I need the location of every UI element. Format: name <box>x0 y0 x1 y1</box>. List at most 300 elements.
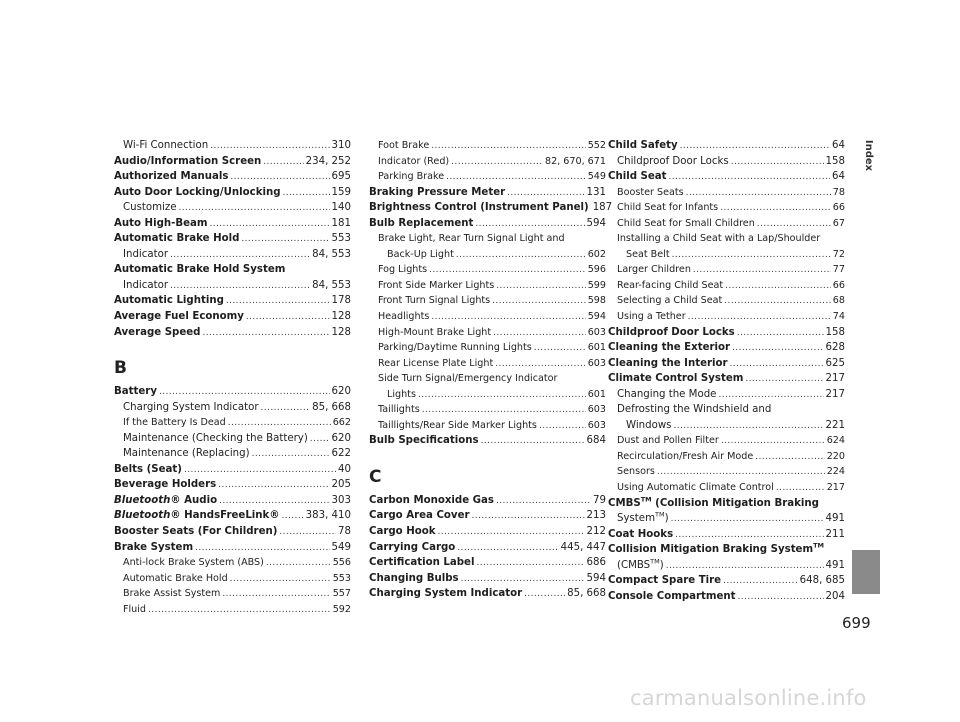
index-entry-pages[interactable]: 212 <box>586 526 606 538</box>
index-entry[interactable] <box>369 524 606 540</box>
index-entry[interactable] <box>608 231 845 247</box>
dot-leader <box>507 186 584 202</box>
index-entry[interactable] <box>369 402 606 418</box>
index-entry-title: Using a Tether <box>617 311 686 323</box>
index-entry-title: Fluid <box>123 603 147 615</box>
index-entry-pages[interactable]: 205 <box>331 479 351 491</box>
dot-leader <box>673 419 823 435</box>
index-entry-title: Seat Belt <box>626 248 670 260</box>
index-entry-title: System™) <box>617 510 669 525</box>
dot-leader <box>431 139 585 155</box>
index-entry-pages[interactable]: 594 <box>587 311 606 323</box>
index-entry[interactable] <box>369 540 606 556</box>
index-entry-title: Foot Brake <box>378 140 430 151</box>
dot-leader <box>738 590 824 606</box>
index-entry[interactable] <box>608 278 845 294</box>
index-entry-title: Child Seat for Small Children <box>617 217 755 229</box>
index-entry-pages[interactable]: 628 <box>825 342 845 354</box>
index-letter-heading: C <box>369 466 382 487</box>
index-entry[interactable] <box>608 480 845 496</box>
index-entry-pages[interactable]: 553 <box>332 572 351 584</box>
index-entry[interactable] <box>608 309 845 325</box>
dot-leader <box>283 186 330 202</box>
index-entry[interactable] <box>114 138 351 154</box>
dot-leader <box>737 326 824 342</box>
index-entry-title: Average Speed <box>114 326 201 338</box>
index-entry-pages[interactable]: 594 <box>586 572 606 584</box>
dot-leader <box>457 541 558 557</box>
index-entry[interactable] <box>369 154 606 170</box>
index-entry-pages[interactable]: 602 <box>587 248 606 260</box>
index-entry-title: Brake Assist System <box>123 588 221 600</box>
index-entry-pages[interactable]: 592 <box>332 603 351 615</box>
index-entry-title: Childproof Door Locks <box>608 326 735 338</box>
index-entry-pages[interactable]: 603 <box>587 419 606 431</box>
index-entry[interactable] <box>369 356 606 372</box>
index-entry-title: (CMBS™) <box>617 557 664 571</box>
index-entry-pages[interactable]: 140 <box>331 202 351 214</box>
index-entry-title: Front Side Marker Lights <box>378 279 495 291</box>
index-entry-pages[interactable]: 66 <box>832 279 845 291</box>
index-entry-title: Child Seat <box>608 171 667 183</box>
index-entry-title: Audio/Information Screen <box>114 155 262 167</box>
index-entry[interactable] <box>369 247 606 263</box>
dot-leader <box>170 279 310 295</box>
index-entry-title: Cargo Hook <box>369 526 436 538</box>
index-entry[interactable] <box>608 402 845 418</box>
index-entry[interactable] <box>608 185 845 201</box>
index-entry-pages[interactable]: 77 <box>832 264 845 276</box>
index-entry[interactable] <box>114 278 351 294</box>
index-entry-pages[interactable]: 552 <box>587 140 606 151</box>
index-entry[interactable] <box>608 169 845 185</box>
index-side-tab <box>854 80 884 230</box>
index-entry-pages[interactable]: 40 <box>338 463 351 475</box>
index-entry-title: Auto Door Locking/Unlocking <box>114 186 281 198</box>
index-entry-title: Beverage Holders <box>114 479 217 491</box>
index-entry[interactable] <box>608 496 845 512</box>
dot-leader <box>252 447 330 463</box>
index-entry[interactable] <box>369 200 613 216</box>
dot-leader <box>446 170 586 186</box>
dot-leader <box>680 139 830 155</box>
index-entry[interactable] <box>608 418 845 434</box>
index-entry[interactable] <box>114 431 351 447</box>
index-entry-pages[interactable]: 603 <box>587 404 606 416</box>
index-entry[interactable] <box>369 493 606 509</box>
dot-leader <box>438 525 585 541</box>
index-entry-title: Charging System Indicator <box>369 588 523 600</box>
index-entry-pages[interactable]: 557 <box>332 588 351 600</box>
index-entry-pages[interactable]: 598 <box>587 295 606 307</box>
index-entry[interactable] <box>608 262 845 278</box>
index-entry[interactable] <box>369 278 606 294</box>
index-entry-pages[interactable]: 79 <box>593 494 606 506</box>
index-entry[interactable] <box>114 540 351 556</box>
index-entry[interactable] <box>369 309 606 325</box>
index-entry-pages[interactable]: 220 <box>826 450 845 462</box>
index-entry[interactable] <box>114 415 351 431</box>
index-thumb-marker <box>852 550 880 594</box>
index-entry-pages[interactable]: 620 <box>331 386 351 398</box>
index-entry-pages[interactable]: 549 <box>331 541 351 553</box>
index-entry-title: Automatic Brake Hold System <box>114 264 286 276</box>
index-entry-title: Defrosting the Windshield and <box>617 404 772 416</box>
index-entry-title: Brake Light, Rear Turn Signal Light and <box>378 233 565 245</box>
index-entry[interactable] <box>369 262 606 278</box>
index-entry-pages[interactable]: 310 <box>331 140 351 151</box>
index-entry-title: Bluetooth® HandsFreeLink® <box>114 510 280 522</box>
index-entry[interactable] <box>114 493 351 509</box>
index-entry[interactable] <box>369 325 606 341</box>
index-entry-title: Back-Up Light <box>387 248 454 260</box>
index-entry[interactable] <box>114 586 351 602</box>
dot-leader <box>246 310 330 326</box>
index-entry-title: Brightness Control (Instrument Panel) <box>369 202 589 214</box>
index-entry[interactable] <box>369 185 606 201</box>
index-entry-title: Console Compartment <box>608 590 736 602</box>
dot-leader <box>210 139 329 155</box>
index-entry[interactable] <box>608 542 845 558</box>
index-entry[interactable] <box>114 446 351 462</box>
index-entry-title: Changing Bulbs <box>369 572 459 584</box>
index-entry-title: Recirculation/Fresh Air Mode <box>617 450 754 462</box>
index-entry-pages[interactable]: 553 <box>331 233 351 245</box>
index-entry-title: Authorized Manuals <box>114 171 229 183</box>
index-entry-title: Belts (Seat) <box>114 463 182 475</box>
index-entry[interactable] <box>608 138 845 154</box>
index-entry-title: Indicator <box>123 248 169 260</box>
dot-leader <box>210 217 330 233</box>
index-entry-pages[interactable]: 221 <box>825 419 845 431</box>
index-entry-title: Taillights/Rear Side Marker Lights <box>378 419 537 431</box>
index-entry-pages[interactable]: 68 <box>832 295 845 307</box>
index-entry-pages[interactable]: 211 <box>825 528 845 540</box>
index-entry-title: Side Turn Signal/Emergency Indicator <box>378 373 558 385</box>
index-entry-pages[interactable]: 662 <box>332 417 351 429</box>
index-entry-pages[interactable]: 67 <box>832 217 845 229</box>
index-entry[interactable] <box>114 524 351 540</box>
index-entry-title: Charging System Indicator <box>123 401 259 413</box>
index-entry-title: Automatic Lighting <box>114 295 224 307</box>
index-entry-title: Lights <box>387 388 416 400</box>
index-entry-title: Headlights <box>378 311 430 323</box>
dot-leader <box>755 450 824 466</box>
dot-leader <box>241 232 329 248</box>
index-entry-pages[interactable]: 204 <box>825 590 845 602</box>
index-entry[interactable] <box>608 464 845 480</box>
dot-leader <box>451 155 543 171</box>
index-entry-pages[interactable]: 234, 252 <box>305 155 351 167</box>
index-entry-pages[interactable]: 84, 553 <box>312 279 351 291</box>
index-entry[interactable] <box>114 462 351 478</box>
index-entry-pages[interactable]: 491 <box>825 559 845 571</box>
index-entry-pages[interactable]: 131 <box>586 186 606 198</box>
index-entry-pages[interactable]: 556 <box>332 557 351 569</box>
dot-leader <box>724 294 830 310</box>
index-entry-pages[interactable]: 78 <box>338 526 351 538</box>
index-entry[interactable] <box>114 293 351 309</box>
index-entry-pages[interactable]: 603 <box>587 326 606 338</box>
index-entry[interactable] <box>369 371 606 387</box>
index-entry[interactable] <box>369 418 606 434</box>
index-entry[interactable] <box>608 154 845 170</box>
index-letter-heading: B <box>114 358 127 379</box>
index-entry[interactable] <box>608 371 845 387</box>
index-entry[interactable] <box>608 449 845 465</box>
dot-leader <box>720 201 831 217</box>
index-entry[interactable] <box>369 169 606 185</box>
index-entry-pages[interactable]: 217 <box>826 482 845 494</box>
index-entry-pages[interactable]: 622 <box>331 448 351 460</box>
index-entry[interactable] <box>114 309 351 325</box>
dot-leader <box>148 603 331 619</box>
index-entry-title: If the Battery Is Dead <box>123 417 226 429</box>
index-entry-title: Anti-lock Brake System (ABS) <box>123 557 264 569</box>
index-entry-pages[interactable]: 620 <box>331 432 351 444</box>
dot-leader <box>429 263 586 279</box>
index-entry-pages[interactable]: 187 <box>592 202 613 214</box>
index-entry-pages[interactable]: 158 <box>825 326 845 338</box>
index-entry-pages[interactable]: 625 <box>825 357 845 369</box>
dot-leader <box>686 186 831 202</box>
index-entry-pages[interactable]: 491 <box>825 513 845 525</box>
index-entry[interactable] <box>114 216 351 232</box>
dot-leader <box>524 587 565 603</box>
index-entry-pages[interactable]: 217 <box>825 388 845 400</box>
index-entry-pages[interactable]: 158 <box>825 155 845 167</box>
dot-leader <box>725 279 831 295</box>
index-entry[interactable] <box>114 200 351 216</box>
dot-leader <box>472 509 585 525</box>
index-entry-title: Indicator <box>123 279 169 291</box>
index-entry-title: Fog Lights <box>378 264 428 276</box>
index-entry-pages[interactable]: 601 <box>587 388 606 400</box>
dot-leader <box>672 248 831 264</box>
index-entry[interactable] <box>114 169 351 185</box>
index-entry[interactable] <box>369 216 606 232</box>
dot-leader <box>282 509 304 525</box>
dot-leader <box>219 494 329 510</box>
index-entry-pages[interactable]: 624 <box>826 435 845 447</box>
index-entry-title: Dust and Pollen Filter <box>617 435 719 447</box>
index-entry-pages[interactable]: 648, 685 <box>799 575 845 587</box>
index-entry[interactable] <box>608 325 845 341</box>
index-entry[interactable] <box>608 293 845 309</box>
index-entry-pages[interactable]: 181 <box>331 217 351 229</box>
index-column-3 <box>608 138 845 604</box>
index-entry-title: Maintenance (Checking the Battery) <box>123 432 308 444</box>
dot-leader <box>226 294 330 310</box>
index-entry[interactable] <box>114 154 351 170</box>
index-entry-title: Indicator (Red) <box>378 155 450 167</box>
index-entry-pages[interactable]: 178 <box>331 295 351 307</box>
index-entry-pages[interactable]: 85, 668 <box>567 588 606 600</box>
dot-leader <box>732 341 824 357</box>
index-entry[interactable] <box>608 589 845 605</box>
dot-leader <box>230 170 329 186</box>
index-entry-title: Certification Label <box>369 557 475 569</box>
index-entry-title: Cleaning the Interior <box>608 357 728 369</box>
dot-leader <box>481 434 585 450</box>
dot-leader <box>534 341 586 357</box>
index-entry[interactable] <box>369 571 606 587</box>
index-entry-title: Bulb Specifications <box>369 435 479 447</box>
index-entry-title: Average Fuel Economy <box>114 311 244 323</box>
index-entry-pages[interactable]: 603 <box>587 357 606 369</box>
dot-leader <box>266 556 331 572</box>
index-entry-title: Wi-Fi Connection <box>123 140 209 151</box>
index-entry[interactable] <box>114 602 351 618</box>
index-entry[interactable] <box>608 511 845 527</box>
index-entry-pages[interactable]: 159 <box>331 186 351 198</box>
dot-leader <box>418 388 586 404</box>
index-entry-pages[interactable]: 72 <box>832 248 845 260</box>
index-entry[interactable] <box>114 185 351 201</box>
index-entry[interactable] <box>369 293 606 309</box>
index-entry[interactable] <box>114 508 351 524</box>
index-entry-title: Parking Brake <box>378 171 445 183</box>
index-entry-title: Child Seat for Infants <box>617 202 719 214</box>
index-entry-pages[interactable]: 82, 670, 671 <box>544 155 606 167</box>
index-entry-pages[interactable]: 445, 447 <box>560 541 606 553</box>
index-entry-pages[interactable]: 84, 553 <box>312 248 351 260</box>
index-entry[interactable] <box>369 433 606 449</box>
dot-leader <box>718 388 823 404</box>
index-entry-title: Bulb Replacement <box>369 217 474 229</box>
index-entry[interactable] <box>114 571 351 587</box>
index-entry[interactable] <box>114 400 351 416</box>
index-entry-title: Compact Spare Tire <box>608 575 722 587</box>
index-entry-title: Automatic Brake Hold <box>114 233 240 245</box>
dot-leader <box>159 385 330 401</box>
index-entry-title: Parking/Daytime Running Lights <box>378 342 532 354</box>
index-entry-pages[interactable]: 74 <box>832 311 845 323</box>
watermark: carmanualsonline.info <box>630 686 867 710</box>
dot-leader <box>228 416 331 432</box>
index-entry-title: Auto High-Beam <box>114 217 208 229</box>
index-entry-pages[interactable]: 78 <box>832 186 845 198</box>
index-entry-title: Front Turn Signal Lights <box>378 295 491 307</box>
dot-leader <box>431 310 585 326</box>
index-entry[interactable] <box>608 200 845 216</box>
dot-leader <box>721 434 825 450</box>
index-entry-title: Windows <box>626 419 672 431</box>
index-entry-pages[interactable]: 599 <box>587 279 606 291</box>
index-entry-pages[interactable]: 64 <box>832 140 845 151</box>
dot-leader <box>422 403 586 419</box>
index-entry[interactable] <box>608 558 845 574</box>
index-entry-title: Changing the Mode <box>617 388 717 400</box>
index-entry-pages[interactable]: 85, 668 <box>312 401 351 413</box>
index-entry[interactable] <box>114 262 351 278</box>
index-entry[interactable] <box>369 555 606 571</box>
index-entry-title: Cleaning the Exterior <box>608 342 731 354</box>
index-entry-title: High-Mount Brake Light <box>378 326 492 338</box>
index-entry-title: Using Automatic Climate Control <box>617 482 774 494</box>
index-entry-title: Battery <box>114 386 157 398</box>
index-entry-pages[interactable]: 684 <box>586 435 606 447</box>
dot-leader <box>723 574 798 590</box>
index-entry[interactable] <box>369 508 606 524</box>
index-entry[interactable] <box>114 247 351 263</box>
index-entry[interactable] <box>608 340 845 356</box>
index-entry-pages[interactable]: 128 <box>331 326 351 338</box>
index-entry-title: Rear License Plate Light <box>378 357 494 369</box>
index-entry[interactable] <box>114 325 351 341</box>
dot-leader <box>496 279 585 295</box>
index-entry-title: Booster Seats <box>617 186 684 198</box>
index-entry-title: Collision Mitigation Braking System™ <box>608 541 824 556</box>
dot-leader <box>170 248 310 264</box>
dot-leader <box>496 494 591 510</box>
index-entry[interactable] <box>608 356 845 372</box>
index-entry[interactable] <box>114 231 351 247</box>
index-entry[interactable] <box>608 527 845 543</box>
index-entry-pages[interactable]: 686 <box>586 557 606 569</box>
index-entry-pages[interactable]: 66 <box>832 202 845 214</box>
index-entry[interactable] <box>608 216 845 232</box>
index-entry[interactable] <box>369 231 606 247</box>
index-entry-pages[interactable]: 594 <box>586 217 606 229</box>
index-entry-title: CMBS™ (Collision Mitigation Braking <box>608 495 819 509</box>
index-entry-pages[interactable]: 601 <box>587 342 606 354</box>
index-entry[interactable] <box>114 555 351 571</box>
index-entry-pages[interactable]: 224 <box>826 466 845 478</box>
index-entry-pages[interactable]: 217 <box>825 373 845 385</box>
index-entry-title: Selecting a Child Seat <box>617 295 723 307</box>
dot-leader <box>730 357 824 373</box>
index-entry[interactable] <box>114 477 351 493</box>
dot-leader <box>195 541 329 557</box>
index-entry-pages[interactable]: 695 <box>331 171 351 183</box>
index-entry-pages[interactable]: 303 <box>331 494 351 506</box>
index-entry-title: Installing a Child Seat with a Lap/Shoulder <box>617 233 821 245</box>
index-entry[interactable] <box>369 586 606 602</box>
index-entry-pages[interactable]: 64 <box>832 171 845 183</box>
index-entry[interactable] <box>114 384 351 400</box>
index-entry[interactable] <box>369 387 606 403</box>
index-entry-pages[interactable]: 549 <box>587 171 606 183</box>
index-entry-pages[interactable]: 383, 410 <box>305 510 351 522</box>
dot-leader <box>456 248 586 264</box>
dot-leader <box>230 572 331 588</box>
index-entry[interactable] <box>608 433 845 449</box>
dot-leader <box>310 432 330 448</box>
index-entry[interactable] <box>608 247 845 263</box>
index-entry-title: Rear-facing Child Seat <box>617 279 724 291</box>
index-entry-title: Carbon Monoxide Gas <box>369 494 494 506</box>
dot-leader <box>731 155 824 171</box>
index-entry-title: Carrying Cargo <box>369 541 456 553</box>
dot-leader <box>666 559 824 575</box>
dot-leader <box>461 572 585 588</box>
index-entry-title: Customize <box>123 202 177 214</box>
index-entry[interactable] <box>369 138 606 154</box>
index-entry-title: Maintenance (Replacing) <box>123 448 250 460</box>
index-entry[interactable] <box>608 573 845 589</box>
index-entry[interactable] <box>608 387 845 403</box>
index-entry-pages[interactable]: 596 <box>587 264 606 276</box>
dot-leader <box>657 465 825 481</box>
index-entry-pages[interactable]: 213 <box>586 510 606 522</box>
page-number: 699 <box>842 614 871 632</box>
dot-leader <box>222 587 330 603</box>
index-entry[interactable] <box>369 340 606 356</box>
dot-leader <box>279 525 336 541</box>
index-entry-pages[interactable]: 128 <box>331 311 351 323</box>
dot-leader <box>745 372 823 388</box>
